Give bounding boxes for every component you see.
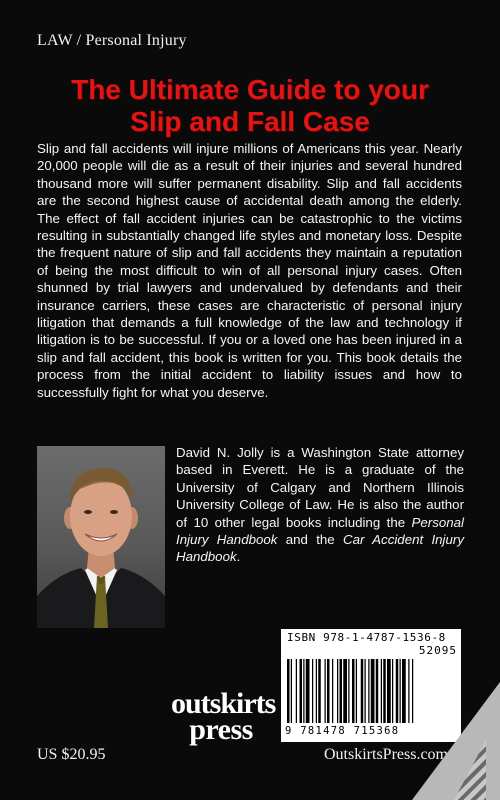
barcode-bar [396, 659, 399, 723]
book-description: Slip and fall accidents will injure millions of Americans this year. Nearly 20,000 people will die as a result of their injuries and several hundred thousand more will suffer permanent disability. Slip and fall accidents are the second highest cause of accidental death among the elderly. The effect of fall accident injuries can be catastrophic to the victims resulting in substantially changed life styles and monetary loss. Despite the frequent nature of slip and fall accidents they maintain a reputation of being the most difficult to win of all personal injury cases. Often shunned by trial lawyers and undervalued by defendants and their insurance carriers, these cases are characteristic of personal injury litigation that demands a full knowledge of the law and technology if litigation is to be successful. If you or a loved one has been injured in a slip and fall accident, this book is written for you. This book details the process from the initial accident to liability issues and how to successfully fight for what you deserve. [37, 141, 462, 400]
barcode-bar [287, 659, 290, 723]
bio-book-title-1: Personal Injury Handbook [176, 514, 464, 548]
publisher-name-line-1: outskirts [171, 687, 276, 720]
barcode-bar [371, 659, 375, 723]
barcode-bar [291, 659, 292, 723]
publisher-logo [171, 687, 276, 750]
barcode-bar [343, 659, 347, 723]
publisher-website: OutskirtsPress.com [324, 746, 448, 763]
barcode-bar [376, 659, 379, 723]
barcode-bar [400, 659, 401, 723]
barcode-bar [300, 659, 303, 723]
barcode-bar [332, 659, 333, 723]
barcode-bar [387, 659, 391, 723]
bio-text-2: and the [277, 532, 343, 548]
barcode-bar [312, 659, 313, 723]
barcode-bar [337, 659, 338, 723]
price-code: 52095 [418, 644, 457, 657]
bio-text-1: David N. Jolly is a Washington State attorney based in Everett. He is a graduate of the University of Calgary and Northern Illinois University College of Law. He is also the author of 10 other legal books including the [176, 445, 464, 530]
barcode-bar [327, 659, 330, 723]
title-line-2: Slip and Fall Case [130, 106, 370, 137]
barcode-bar [325, 659, 326, 723]
barcode-bar [318, 659, 321, 723]
barcode-bar [356, 659, 357, 723]
author-photo [37, 446, 165, 628]
publisher-name-line-2: press [189, 713, 253, 746]
barcode-bar [303, 659, 304, 723]
author-portrait-image [37, 446, 165, 628]
barcode-bar [365, 659, 366, 723]
page-curl-corner [412, 682, 500, 800]
ean-digits: 9 781478 715368 [285, 725, 400, 737]
barcode-bar [306, 659, 310, 723]
isbn-number: ISBN 978-1-4787-1536-8 [287, 631, 446, 644]
barcode-bar [381, 659, 382, 723]
bio-book-title-2: Car Accident Injury Handbook [176, 532, 464, 565]
book-title [0, 74, 500, 138]
barcode-bar [408, 659, 409, 723]
category-label: LAW / Personal Injury [37, 32, 187, 49]
barcode-bar [361, 659, 364, 723]
bio-text-3: . [236, 549, 241, 565]
barcode-bar [402, 659, 406, 723]
title-line-1: The Ultimate Guide to your [71, 74, 429, 105]
barcode-bar [383, 659, 386, 723]
barcode-bar [348, 659, 349, 723]
author-bio [176, 444, 464, 566]
barcode-bar [340, 659, 343, 723]
barcode-bar [316, 659, 317, 723]
barcode-bar [392, 659, 393, 723]
barcode-bar [352, 659, 355, 723]
price-label: US $20.95 [37, 746, 106, 763]
barcode-bar [296, 659, 297, 723]
barcode-bar [368, 659, 369, 723]
